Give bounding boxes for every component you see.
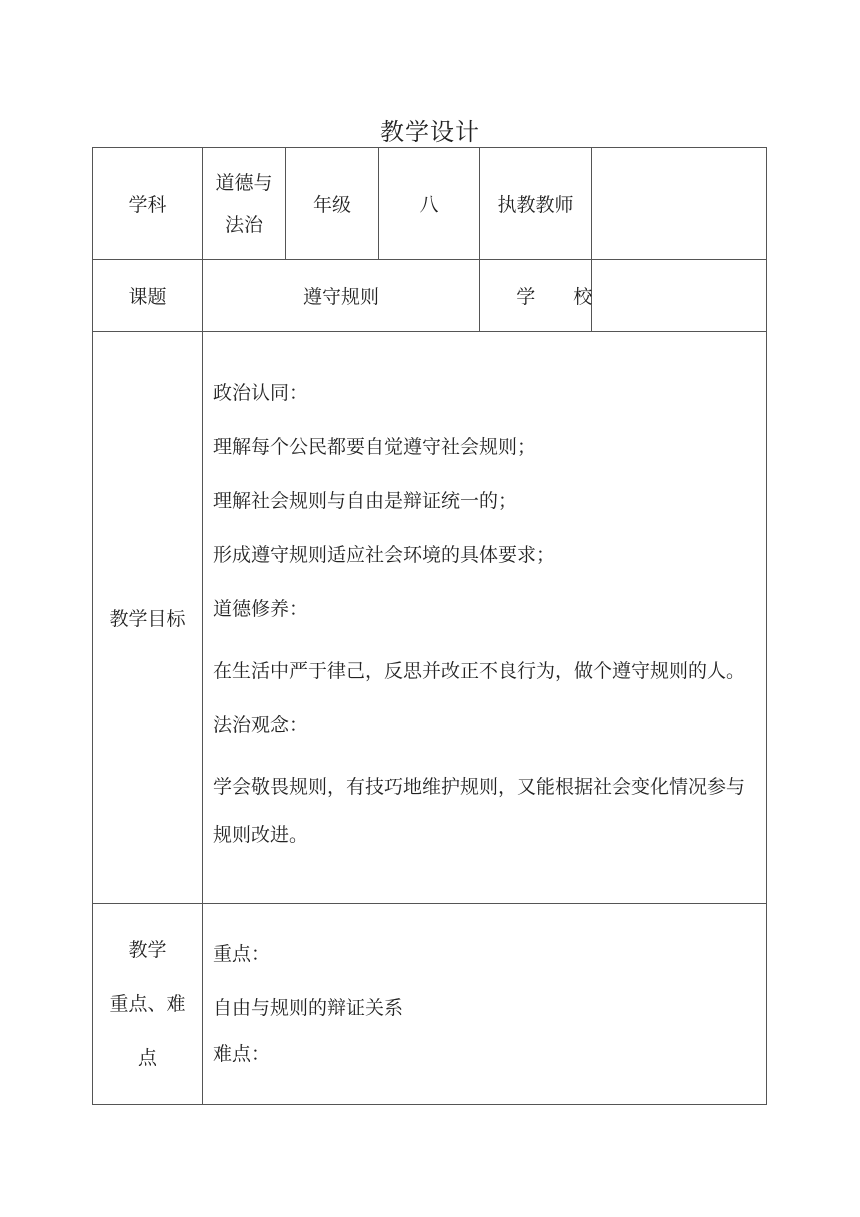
- subject-value-line1: 道德与: [215, 171, 273, 194]
- topic-value: 遵守规则: [302, 286, 379, 308]
- key-points-content-cell: [203, 904, 767, 1105]
- objective-heading: 政治认同：: [213, 381, 309, 404]
- page-title: 教学设计: [380, 118, 480, 146]
- objectives-label: 教学目标: [109, 608, 186, 630]
- key-point-heading: 重点：: [213, 943, 271, 965]
- key-points-label-line3: 点: [137, 1047, 157, 1069]
- objective-heading: 道德修养：: [213, 597, 309, 620]
- topic-label: 课题: [128, 286, 167, 308]
- key-points-label-line1: 教学: [128, 939, 167, 961]
- school-label-cell: [480, 260, 592, 332]
- objective-item: 学会敬畏规则，有技巧地维护规则，又能根据社会变化情况参与规则改进。: [213, 775, 746, 846]
- subject-value-cell: [203, 148, 286, 260]
- objectives-label-cell: [93, 332, 203, 904]
- school-label: 学 校: [516, 286, 593, 308]
- topic-label-cell: [93, 260, 203, 332]
- table-row-topic: [93, 260, 767, 332]
- objective-item: 形成遵守规则适应社会环境的具体要求；: [213, 543, 556, 566]
- table-row-basic-info: [93, 148, 767, 260]
- subject-label: 学科: [128, 194, 167, 216]
- objective-item: 在生活中严于律己，反思并改正不良行为，做个遵守规则的人。: [213, 659, 746, 682]
- key-points-label-line2: 重点、难: [109, 993, 186, 1015]
- key-points-label-cell: [93, 904, 203, 1105]
- teaching-design-table: [92, 147, 767, 1105]
- subject-value-line2: 法治: [224, 213, 263, 236]
- table-row-objectives: [93, 332, 767, 904]
- grade-label: 年级: [312, 194, 351, 216]
- objective-item: 理解每个公民都要自觉遵守社会规则；: [213, 435, 537, 458]
- teacher-label-cell: [480, 148, 592, 260]
- teacher-value-cell: [592, 148, 767, 260]
- objectives-content-cell: [203, 332, 767, 904]
- difficulty-heading: 难点：: [213, 1043, 271, 1065]
- school-value-cell: [592, 260, 767, 332]
- grade-label-cell: [286, 148, 379, 260]
- grade-value-cell: [379, 148, 480, 260]
- key-point-item: 自由与规则的辩证关系: [213, 997, 404, 1019]
- objective-item: 理解社会规则与自由是辩证统一的；: [213, 489, 518, 512]
- table-row-key-points: [93, 904, 767, 1105]
- objective-heading: 法治观念：: [213, 713, 309, 736]
- teacher-label: 执教教师: [497, 194, 574, 216]
- subject-label-cell: [93, 148, 203, 260]
- topic-value-cell: [203, 260, 480, 332]
- grade-value: 八: [419, 194, 439, 216]
